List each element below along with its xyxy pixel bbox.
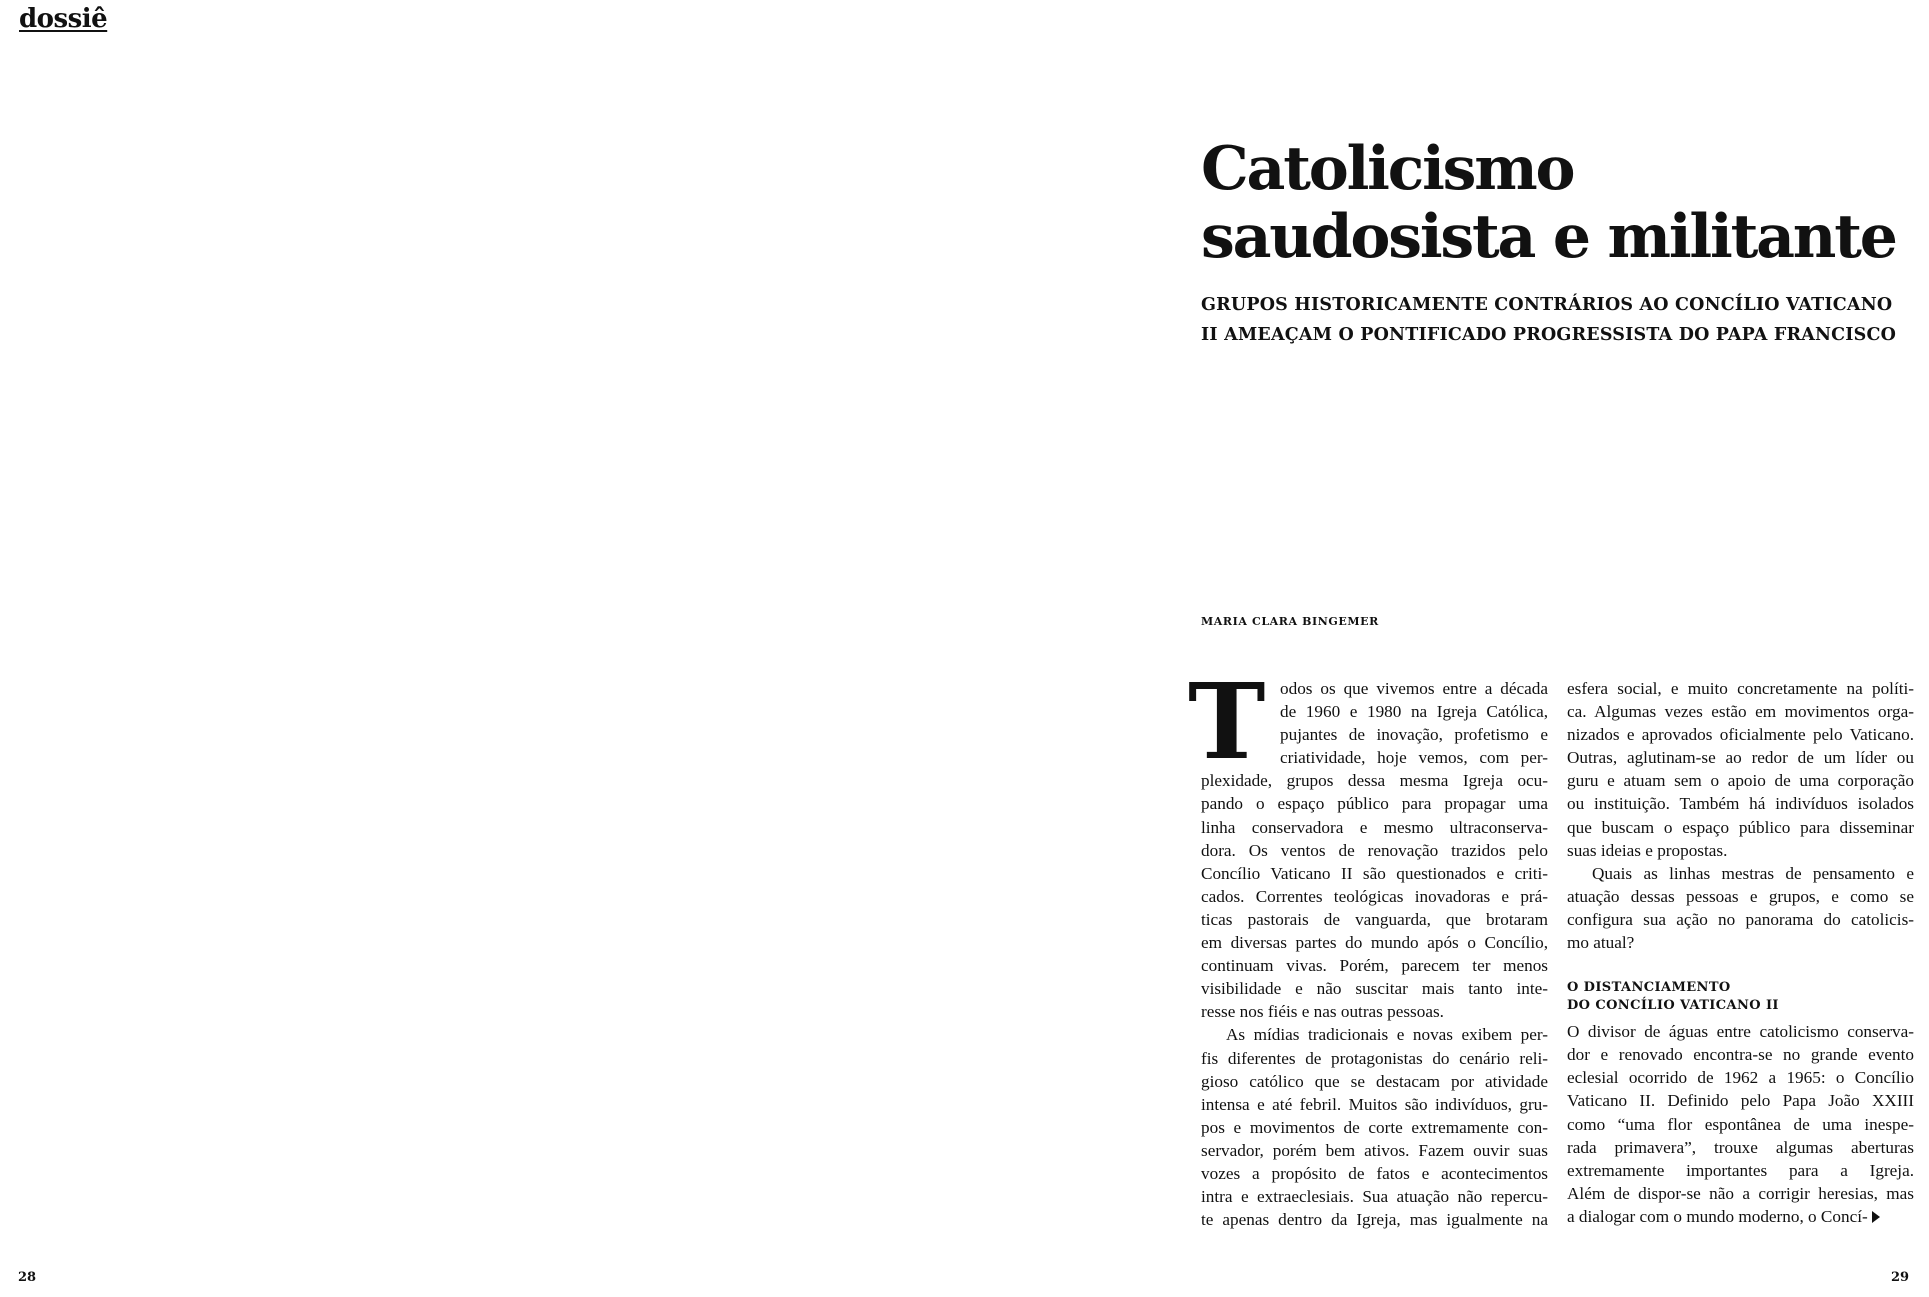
text-line: resse nos fiéis e nas outras pessoas. (1201, 1002, 1444, 1022)
title-line: saudosista e militante (1201, 202, 1896, 272)
text-line: Quais as linhas mestras de pensamento e (1592, 863, 1914, 883)
text-line: cados. Correntes teológicas inovadoras e prá- (1201, 886, 1548, 906)
text-line: dora. Os ventos de renovação trazidos pelo (1201, 840, 1548, 860)
arrow-right-icon (1872, 1211, 1880, 1223)
text-line: Outras, aglutinam-se ao redor de um líder ou (1567, 748, 1914, 768)
text-line: te apenas dentro da Igreja, mas igualmente na (1201, 1210, 1548, 1230)
article-subtitle (1201, 290, 1921, 350)
page-number-right: 29 (1891, 1270, 1910, 1285)
heading-line: O DISTANCIAMENTO (1567, 980, 1731, 996)
text-line: guru e atuam sem o apoio de uma corporação (1567, 771, 1914, 791)
text-line: a dialogar com o mundo moderno, o Concí- (1567, 1206, 1868, 1226)
text-line: visibilidade e não suscitar mais tanto inte- (1201, 979, 1548, 999)
section-tag: dossiê (19, 4, 108, 34)
text-line: O divisor de águas entre catolicismo conserva- (1567, 1022, 1914, 1042)
text-line: continuam vivas. Porém, parecem ter menos (1201, 956, 1548, 976)
text-line: suas ideias e propostas. (1567, 840, 1728, 860)
text-line: eclesial ocorrido de 1962 a 1965: o Concílio (1567, 1068, 1914, 1088)
text-line: Vaticano II. Definido pelo Papa João XXIII (1567, 1091, 1914, 1111)
body-column-right (1567, 677, 1914, 1228)
text-line: gioso católico que se destacam por atividade (1201, 1071, 1548, 1091)
text-line: extremamente importantes para a Igreja. (1567, 1160, 1914, 1180)
author-byline: MARIA CLARA BINGEMER (1201, 615, 1379, 628)
subtitle-line: GRUPOS HISTORICAMENTE CONTRÁRIOS AO CONCÍLIO VATICANO (1201, 295, 1893, 315)
text-line: linha conservadora e mesmo ultraconserva- (1201, 817, 1548, 837)
text-line: pando o espaço público para propagar uma (1201, 794, 1548, 814)
text-line: pujantes de inovação, profetismo e (1280, 725, 1548, 745)
text-line: que buscam o espaço público para disseminar (1567, 817, 1914, 837)
body-column-left (1201, 677, 1548, 1231)
drop-cap: T (1188, 660, 1266, 783)
text-line: criatividade, hoje vemos, com per- (1280, 748, 1548, 768)
heading-line: DO CONCÍLIO VATICANO II (1567, 998, 1779, 1014)
text-line: pos e movimentos de corte extremamente con- (1201, 1117, 1548, 1137)
subtitle-line: II AMEAÇAM O PONTIFICADO PROGRESSISTA DO PAPA FRANCISCO (1201, 325, 1897, 345)
text-line: ca. Algumas vezes estão em movimentos orga- (1567, 702, 1914, 722)
text-line: odos os que vivemos entre a década (1280, 679, 1548, 698)
text-line: ou instituição. Também há indivíduos isolados (1567, 794, 1914, 814)
text-line: Além de dispor-se não a corrigir heresias, mas (1567, 1183, 1914, 1203)
text-line: rada primavera”, trouxe algumas aberturas (1567, 1137, 1914, 1157)
text-line: As mídias tradicionais e novas exibem per- (1226, 1025, 1548, 1045)
text-line: Concílio Vaticano II são questionados e criti- (1201, 863, 1548, 883)
text-line: atuação dessas pessoas e grupos, e como se (1567, 886, 1914, 906)
text-line: mo atual? (1567, 933, 1635, 953)
text-line: fis diferentes de protagonistas do cenário reli- (1201, 1048, 1548, 1068)
article-title (1201, 135, 1901, 271)
text-line: plexidade, grupos dessa mesma Igreja ocu- (1201, 771, 1548, 791)
text-line: em diversas partes do mundo após o Concílio, (1201, 933, 1548, 953)
text-line-final (1567, 1205, 1914, 1228)
text-line: servador, porém bem ativos. Fazem ouvir suas (1201, 1140, 1548, 1160)
section-heading (1567, 979, 1914, 1015)
text-line: configura sua ação no panorama do catolicis- (1567, 909, 1914, 929)
text-line: intensa e até febril. Muitos são indivíduos, gru- (1201, 1094, 1548, 1114)
text-line: dor e renovado encontra-se no grande evento (1567, 1045, 1914, 1065)
text-line: de 1960 e 1980 na Igreja Católica, (1280, 702, 1548, 722)
title-line: Catolicismo (1201, 134, 1574, 204)
text-line: nizados e aprovados oficialmente pelo Vaticano. (1567, 725, 1914, 745)
page-number-left: 28 (18, 1270, 37, 1285)
text-line: como “uma flor espontânea de uma inespe- (1567, 1114, 1914, 1134)
text-line: vozes a propósito de fatos e acontecimentos (1201, 1163, 1548, 1183)
text-line: esfera social, e muito concretamente na políti- (1567, 679, 1914, 698)
text-line: intra e extraeclesiais. Sua atuação não repercu- (1201, 1187, 1548, 1207)
text-line: ticas pastorais de vanguarda, que brotaram (1201, 909, 1548, 929)
